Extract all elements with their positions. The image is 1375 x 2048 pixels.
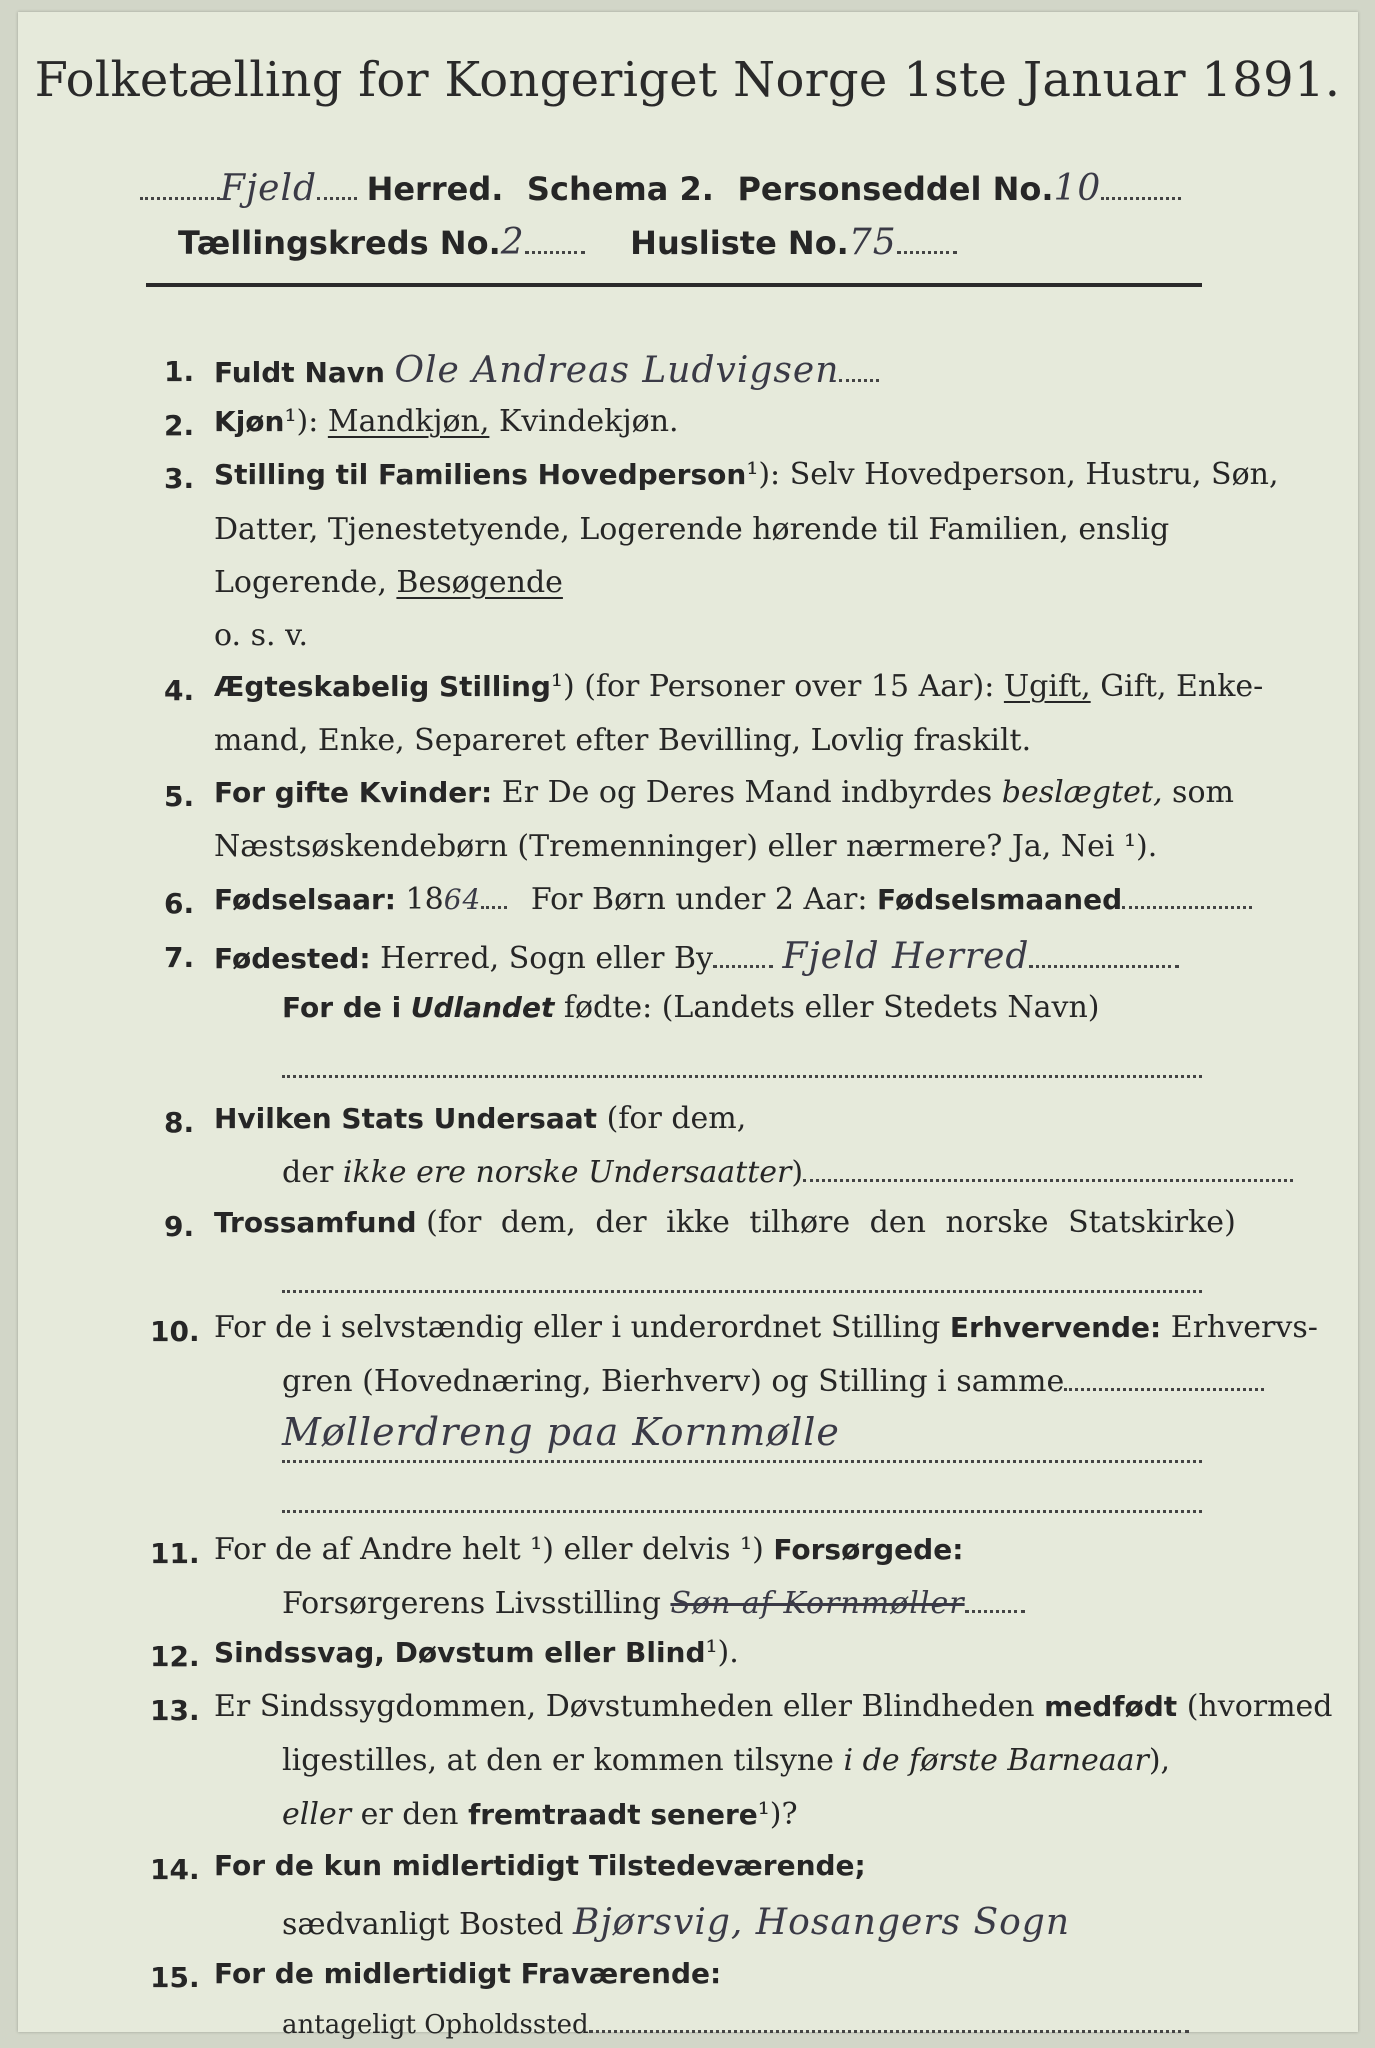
q13-number: 13. <box>150 1694 200 1727</box>
q6-year: 64 <box>443 883 482 916</box>
schema-label: Schema 2. <box>526 170 714 208</box>
q3-besogende: Besøgende <box>396 565 563 600</box>
q14-answer: Bjørsvig, Hosangers Sogn <box>573 1902 1071 1943</box>
q9-number: 9. <box>164 1210 195 1243</box>
q8-line2 <box>282 1155 1293 1190</box>
q4-line2: mand, Enke, Separeret efter Bevilling, Lovlig fraskilt. <box>214 723 1032 758</box>
header-divider <box>146 283 1202 287</box>
q10-line2 <box>282 1364 1264 1399</box>
q3-line4: o. s. v. <box>214 618 308 653</box>
q13-text1a: Er Sindssygdommen, Døvstumheden eller Blindheden <box>214 1689 1035 1724</box>
q3-label: Stilling til Familiens Hovedperson <box>214 458 747 491</box>
q12-label: Sindssvag, Døvstum eller Blind <box>214 1636 706 1669</box>
husliste-label: Husliste No. <box>630 224 849 262</box>
q3-line1 <box>214 457 1279 492</box>
q3-line2: Datter, Tjenestetyende, Logerende hørende til Familien, enslig <box>214 512 1170 547</box>
q4-number: 4. <box>164 674 195 707</box>
q14-line1 <box>214 1848 866 1883</box>
q10-line3 <box>282 1410 840 1454</box>
q3-text1: Selv Hovedperson, Hustru, Søn, <box>789 457 1279 492</box>
q13-text3d: ¹)? <box>757 1797 798 1832</box>
q8-line1 <box>214 1101 746 1136</box>
q7-number: 7. <box>164 941 195 974</box>
q13-text2b: i de første Barneaar <box>843 1743 1149 1778</box>
q11-number: 11. <box>150 1537 200 1570</box>
q14-text2: sædvanligt Bosted <box>282 1907 564 1942</box>
q1-line <box>214 350 879 391</box>
q13-text1c: (hvormed <box>1186 1689 1333 1724</box>
header-line-herred <box>140 168 1181 209</box>
q2-label: Kjøn <box>214 405 285 438</box>
q11-line2 <box>282 1586 1025 1621</box>
q10-answer-line <box>282 1460 1202 1463</box>
q15-line2 <box>282 2010 1189 2040</box>
personseddel-number: 10 <box>1053 168 1102 209</box>
q10-text1c: Erhvervs- <box>1170 1310 1318 1345</box>
personseddel-label: Personseddel No. <box>737 170 1054 208</box>
q5-text1c: som <box>1172 775 1234 810</box>
q7-text1: Herred, Sogn eller By <box>380 941 713 976</box>
q5-line2: Næstsøskendebørn (Tremenninger) eller nærmere? Ja, Nei ¹). <box>214 829 1158 864</box>
q6-line <box>214 882 1252 917</box>
q7-text2a: For de i <box>282 991 402 1024</box>
q13-text2a: ligestilles, at den er kommen tilsyne <box>282 1743 834 1778</box>
q12-line <box>214 1635 739 1670</box>
q11-text2: Forsørgerens Livsstilling <box>282 1586 661 1621</box>
q1-label: Fuldt Navn <box>214 356 385 389</box>
q5-text1a: Er De og Deres Mand indbyrdes <box>501 775 993 810</box>
q15-label: For de midlertidigt Fraværende: <box>214 1957 722 1990</box>
q8-number: 8. <box>164 1106 195 1139</box>
q8-text2a: der <box>282 1155 334 1190</box>
q11-answer-struck: Søn af Kornmøller <box>670 1586 965 1621</box>
q13-text3b: er den <box>360 1797 459 1832</box>
q3-number: 3. <box>164 462 195 495</box>
herred-label: Herred. <box>366 170 504 208</box>
q7-label: Fødested: <box>214 942 371 975</box>
q15-number: 15. <box>150 1961 200 1994</box>
q13-line3 <box>282 1797 798 1832</box>
q13-line2 <box>282 1743 1170 1778</box>
q7-udlandet: Udlandet <box>410 991 555 1024</box>
q8-text2c: ) <box>791 1155 804 1190</box>
q4-line1 <box>214 669 1263 704</box>
q7-text2c: fødte: (Landets eller Stedets Navn) <box>563 990 1100 1025</box>
q8-label: Hvilken Stats Undersaat <box>214 1102 598 1135</box>
q2-sup: ¹): <box>284 404 319 439</box>
q3-line3 <box>214 565 563 600</box>
q10-text2: gren (Hovednæring, Bierhverv) og Stilling i samme <box>282 1364 1065 1399</box>
q10-answer: Møllerdreng paa Kornmølle <box>282 1410 840 1454</box>
q14-number: 14. <box>150 1853 200 1886</box>
q6-fodselsmaaned: Fødselsmaaned <box>877 883 1123 916</box>
q13-line1 <box>214 1689 1333 1724</box>
q2-option-kvindekjon: Kvindekjøn. <box>498 404 679 439</box>
q11-line1 <box>214 1532 963 1567</box>
husliste-number: 75 <box>848 222 897 263</box>
q15-line1 <box>214 1956 721 1991</box>
q12-number: 12. <box>150 1640 200 1673</box>
q7-line1 <box>214 936 1179 977</box>
kreds-label: Tællingskreds No. <box>178 224 501 262</box>
q6-text1: For Børn under 2 Aar: <box>530 882 868 917</box>
q4-text1c: Gift, Enke- <box>1100 669 1264 704</box>
q10-erhvervende: Erhvervende: <box>949 1311 1162 1344</box>
q10-blank-line <box>282 1510 1202 1513</box>
q5-beslaegtet: beslægtet, <box>1001 775 1163 810</box>
q7-line2 <box>282 990 1099 1025</box>
q9-blank-line <box>282 1290 1202 1293</box>
q14-line2 <box>282 1902 1070 1943</box>
q6-year-prefix: 18 <box>405 882 444 917</box>
q12-sup: ¹). <box>705 1635 739 1670</box>
q15-text2: antageligt Opholdssted <box>282 2010 589 2040</box>
q4-text1a: ¹) (for Personer over 15 Aar): <box>550 669 995 704</box>
q2-number: 2. <box>164 409 195 442</box>
q7-answer: Fjeld Herred <box>782 936 1030 977</box>
herred-value: Fjeld <box>220 168 318 209</box>
kreds-number: 2 <box>500 222 525 263</box>
q5-number: 5. <box>164 780 195 813</box>
q1-number: 1. <box>164 355 195 388</box>
q5-line1 <box>214 775 1234 810</box>
q9-text1: (for dem, der ikke tilhøre den norske Statskirke) <box>426 1205 1236 1240</box>
q9-label: Trossamfund <box>214 1206 417 1239</box>
q4-label: Ægteskabelig Stilling <box>214 670 551 703</box>
q10-text1a: For de i selvstændig eller i underordnet Stilling <box>214 1310 941 1345</box>
q2-line <box>214 404 679 439</box>
q2-option-mandkjon: Mandkjøn, <box>327 404 490 439</box>
q13-text3a: eller <box>282 1797 352 1832</box>
q3-text3a: Logerende, <box>214 565 387 600</box>
q8-text1: (for dem, <box>606 1101 747 1136</box>
q1-answer: Ole Andreas Ludvigsen <box>394 350 840 391</box>
q3-sup: ¹): <box>746 457 781 492</box>
q9-line1 <box>214 1205 1236 1240</box>
q6-number: 6. <box>164 887 195 920</box>
q7-blank-line <box>282 1075 1202 1078</box>
header-line-kreds <box>178 222 957 263</box>
q13-fremtraadt: fremtraadt senere <box>468 1798 758 1831</box>
q14-label: For de kun midlertidigt Tilstedeværende; <box>214 1849 866 1882</box>
q13-medfodt: medfødt <box>1044 1690 1178 1723</box>
q6-label: Fødselsaar: <box>214 883 396 916</box>
q13-text2c: ), <box>1148 1743 1171 1778</box>
q5-label: For gifte Kvinder: <box>214 776 493 809</box>
form-title: Folketælling for Kongeriget Norge 1ste Januar 1891. <box>34 52 1341 108</box>
q8-text2b: ikke ere norske Undersaatter <box>342 1155 792 1190</box>
q4-ugift: Ugift, <box>1003 669 1091 704</box>
q11-forsorgede: Forsørgede: <box>773 1533 964 1566</box>
q10-number: 10. <box>150 1315 200 1348</box>
q11-text1a: For de af Andre helt ¹) eller delvis ¹) <box>214 1532 764 1567</box>
q10-line1 <box>214 1310 1318 1345</box>
